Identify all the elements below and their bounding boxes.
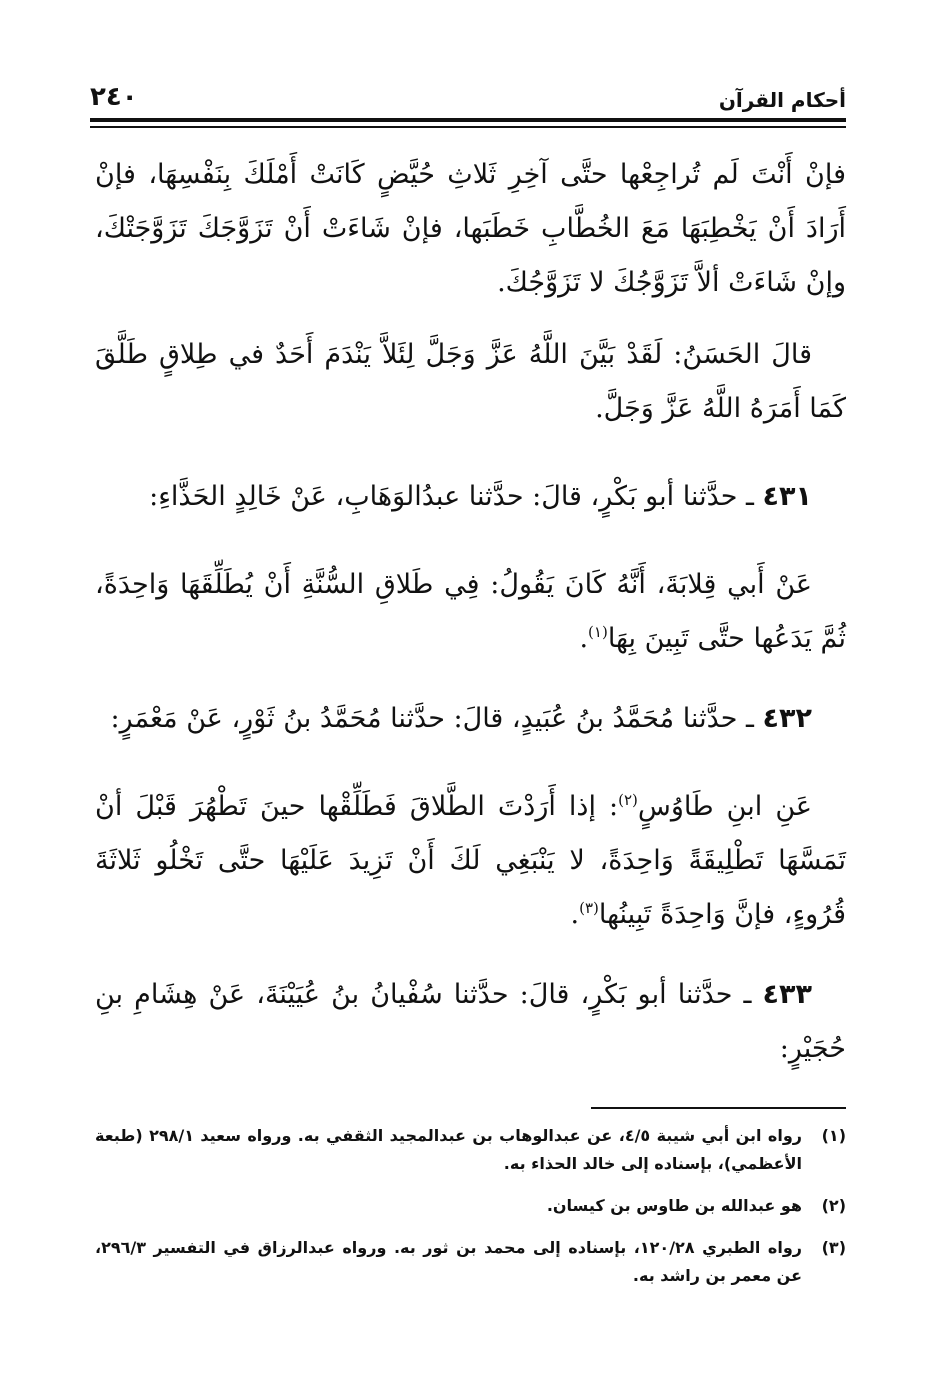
page-header (90, 68, 846, 112)
footnote (95, 1192, 846, 1220)
paragraph-text: . (570, 899, 580, 930)
paragraph-text: عَنِ ابنِ طَاوُسٍ (637, 791, 812, 822)
hadith-number: ٤٣١ (762, 481, 812, 512)
header-rule-thin (90, 126, 846, 128)
paragraph-text: ـ حدَّثنا أبو بَكْرٍ، قالَ: حدَّثنا سُفْيانُ بنُ عُيَيْنَةَ، عَنْ هِشَامِ بنِ حُجَيْرٍ: (95, 979, 846, 1064)
paragraph-text: قالَ الحَسَنُ: لَقَدْ بَيَّنَ اللَّهُ عَزَّ وَجَلَّ لِئَلاَّ يَنْدَمَ أَحَدٌ في طِلاقٍ طَلَّقَ كَمَا أَمَرَهُ اللَّهُ عَزَّ وَجَلَّ. (95, 339, 846, 424)
footnote-mark: (٢) (821, 1196, 846, 1215)
hadith-text (95, 780, 846, 942)
footnote (95, 1234, 846, 1290)
footnote-ref: (٢) (618, 791, 638, 809)
paragraph-text: ـ حدَّثنا مُحَمَّدُ بنُ عُبَيدٍ، قالَ: حدَّثنا مُحَمَّدُ بنُ ثَوْرٍ، عَنْ مَعْمَرٍ: (110, 703, 754, 734)
hadith-number: ٤٣٢ (762, 703, 812, 734)
footnote-ref: (١) (588, 623, 608, 641)
footnote (95, 1122, 846, 1178)
footnote-mark: (١) (821, 1126, 846, 1145)
paragraph-text: : إذا أَرَدْتَ الطَّلاقَ فَطَلِّقْها حينَ تَطْهُرَ قَبْلَ أنْ تَمَسَّهَا تَطْلِيقَةً وَاحِدَةً، لا يَنْبَغِي لَكَ أَنْ تَزِيدَ عَلَيْهَا حتَّى تَخْلُو ثَلاثَةَ قُرُوءٍ، فإنَّ وَاحِدَةً تَبِينُها (95, 791, 846, 930)
book-title: أحكام القرآن (718, 88, 846, 112)
header-rule-thick (90, 118, 846, 122)
paragraph-text: . (579, 623, 589, 654)
hadith-number: ٤٣٣ (762, 979, 812, 1010)
paragraph-text: ـ حدَّثنا أبو بَكْرٍ، قالَ: حدَّثنا عبدُالوَهَابِ، عَنْ خَالِدٍ الحَذَّاءِ: (149, 481, 754, 512)
hadith-text (95, 558, 846, 666)
paragraph-text: فإنْ أَنْتَ لَم تُراجِعْها حتَّى آخِرِ ثَلاثِ حُيَّضٍ كَانَتْ أَمْلَكَ بِنَفْسِهَا، فإنْ أَرَادَ أَنْ يَخْطِبَهَا مَعَ الخُطَّابِ خَطَبَها، فإنْ شَاءَتْ أَنْ تَزَوَّجَكَ تَزَوَّجَتْكَ، وإنْ شَاءَتْ ألاَّ تَزَوَّجُكَ لا تَزَوَّجُكَ. (95, 159, 846, 298)
footnote-ref: (٣) (579, 899, 599, 917)
footnotes (95, 1122, 846, 1304)
main-text (95, 148, 846, 1076)
footnote-rule (591, 1107, 846, 1109)
footnote-text: رواه الطبري ١٢٠/٢٨، بإسناده إلى محمد بن ثور به. ورواه عبدالرزاق في التفسير ٢٩٦/٣، عن معمر بن راشد به. (95, 1238, 803, 1285)
hadith-chain (95, 470, 846, 524)
hadith-chain (95, 968, 846, 1076)
footnote-text: هو عبدالله بن طاوس بن كيسان. (546, 1196, 802, 1215)
footnote-mark: (٣) (821, 1238, 846, 1257)
page-number: ٢٤٠ (90, 82, 138, 112)
paragraph (95, 148, 846, 310)
footnote-text: رواه ابن أبي شيبة ٤/٥، عن عبدالوهاب بن عبدالمجيد الثقفي به. ورواه سعيد ٢٩٨/١ (طبعة الأعظمي)، بإسناده إلى خالد الحذاء به. (95, 1126, 803, 1173)
hadith-chain (95, 692, 846, 746)
paragraph (95, 328, 846, 436)
paragraph-text: عَنْ أَبي قِلابَةَ، أَنَّهُ كَانَ يَقُولُ: فِي طَلاقِ السُّنَّةِ أَنْ يُطَلِّقَهَا وَاحِدَةً، ثُمَّ يَدَعُها حتَّى تَبِينَ بِهَا (95, 569, 846, 654)
